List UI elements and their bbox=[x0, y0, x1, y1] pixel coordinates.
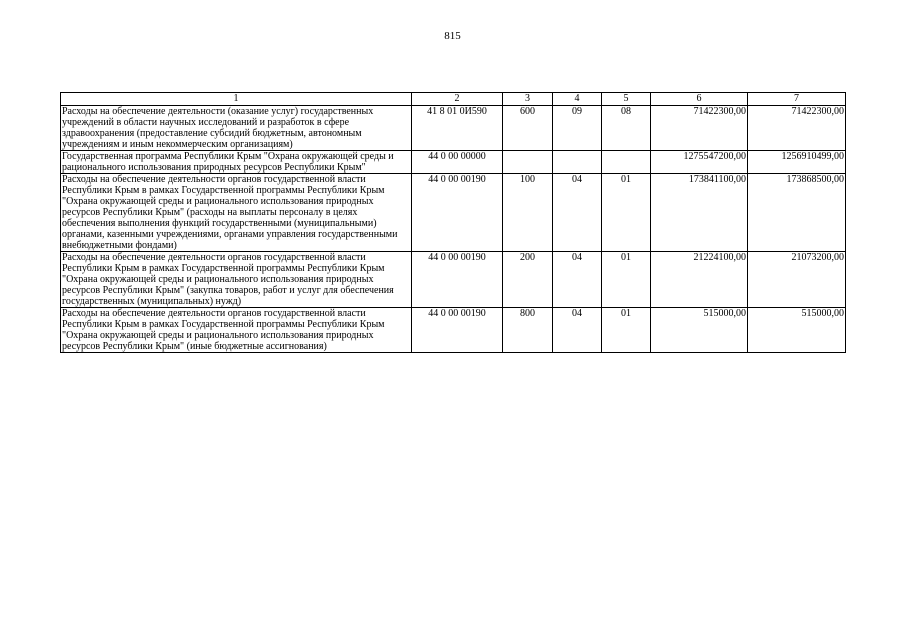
row-sum-2: 173868500,00 bbox=[748, 174, 846, 252]
column-header: 4 bbox=[553, 93, 602, 106]
row-sum-1: 1275547200,00 bbox=[651, 151, 748, 174]
row-sum-2: 21073200,00 bbox=[748, 252, 846, 308]
row-vr-code: 600 bbox=[503, 106, 553, 151]
row-pr-code: 08 bbox=[602, 106, 651, 151]
row-vr-code: 200 bbox=[503, 252, 553, 308]
row-vr-code: 800 bbox=[503, 308, 553, 353]
row-rz-code bbox=[553, 151, 602, 174]
row-csr-code: 41 8 01 0И590 bbox=[412, 106, 503, 151]
budget-table bbox=[60, 92, 846, 353]
row-sum-1: 21224100,00 bbox=[651, 252, 748, 308]
row-sum-1: 515000,00 bbox=[651, 308, 748, 353]
table-row bbox=[61, 252, 846, 308]
row-vr-code bbox=[503, 151, 553, 174]
column-header: 1 bbox=[61, 93, 412, 106]
row-csr-code: 44 0 00 00190 bbox=[412, 252, 503, 308]
row-sum-2: 515000,00 bbox=[748, 308, 846, 353]
column-header: 6 bbox=[651, 93, 748, 106]
row-description: Расходы на обеспечение деятельности органов государственной власти Республики Крым в рамках Государственной программы Республики Крым "Охрана окружающей среды и рационального использования природных ресурсов Республики Крым" (закупка товаров, работ и услуг для обеспечения государственных (муниципальных) нужд) bbox=[61, 252, 412, 308]
row-vr-code: 100 bbox=[503, 174, 553, 252]
table-row bbox=[61, 106, 846, 151]
row-sum-1: 173841100,00 bbox=[651, 174, 748, 252]
row-rz-code: 09 bbox=[553, 106, 602, 151]
row-pr-code: 01 bbox=[602, 174, 651, 252]
table-row bbox=[61, 308, 846, 353]
row-sum-2: 1256910499,00 bbox=[748, 151, 846, 174]
table-row bbox=[61, 174, 846, 252]
row-pr-code: 01 bbox=[602, 252, 651, 308]
page-number: 815 bbox=[444, 30, 461, 42]
row-rz-code: 04 bbox=[553, 252, 602, 308]
row-description: Государственная программа Республики Крым "Охрана окружающей среды и рационального использования природных ресурсов Республики Крым" bbox=[61, 151, 412, 174]
header-row bbox=[61, 93, 846, 106]
row-pr-code: 01 bbox=[602, 308, 651, 353]
row-sum-1: 71422300,00 bbox=[651, 106, 748, 151]
column-header: 5 bbox=[602, 93, 651, 106]
column-header: 3 bbox=[503, 93, 553, 106]
row-rz-code: 04 bbox=[553, 308, 602, 353]
row-pr-code bbox=[602, 151, 651, 174]
row-description: Расходы на обеспечение деятельности (оказание услуг) государственных учреждений в области научных исследований и разработок в сфере здравоохранения (предоставление субсидий бюджетным, автономным учреждениям и иным некоммерческим организациям) bbox=[61, 106, 412, 151]
row-csr-code: 44 0 00 00190 bbox=[412, 174, 503, 252]
table-row bbox=[61, 151, 846, 174]
row-description: Расходы на обеспечение деятельности органов государственной власти Республики Крым в рамках Государственной программы Республики Крым "Охрана окружающей среды и рационального использования природных ресурсов Республики Крым" (расходы на выплаты персоналу в целях обеспечения выполнения функций государственными (муниципальными) органами, казенными учреждениями, органами управления государственными внебюджетными фондами) bbox=[61, 174, 412, 252]
row-sum-2: 71422300,00 bbox=[748, 106, 846, 151]
row-csr-code: 44 0 00 00190 bbox=[412, 308, 503, 353]
column-header: 7 bbox=[748, 93, 846, 106]
row-description: Расходы на обеспечение деятельности органов государственной власти Республики Крым в рамках Государственной программы Республики Крым "Охрана окружающей среды и рационального использования природных ресурсов Республики Крым" (иные бюджетные ассигнования) bbox=[61, 308, 412, 353]
row-rz-code: 04 bbox=[553, 174, 602, 252]
row-csr-code: 44 0 00 00000 bbox=[412, 151, 503, 174]
column-header: 2 bbox=[412, 93, 503, 106]
